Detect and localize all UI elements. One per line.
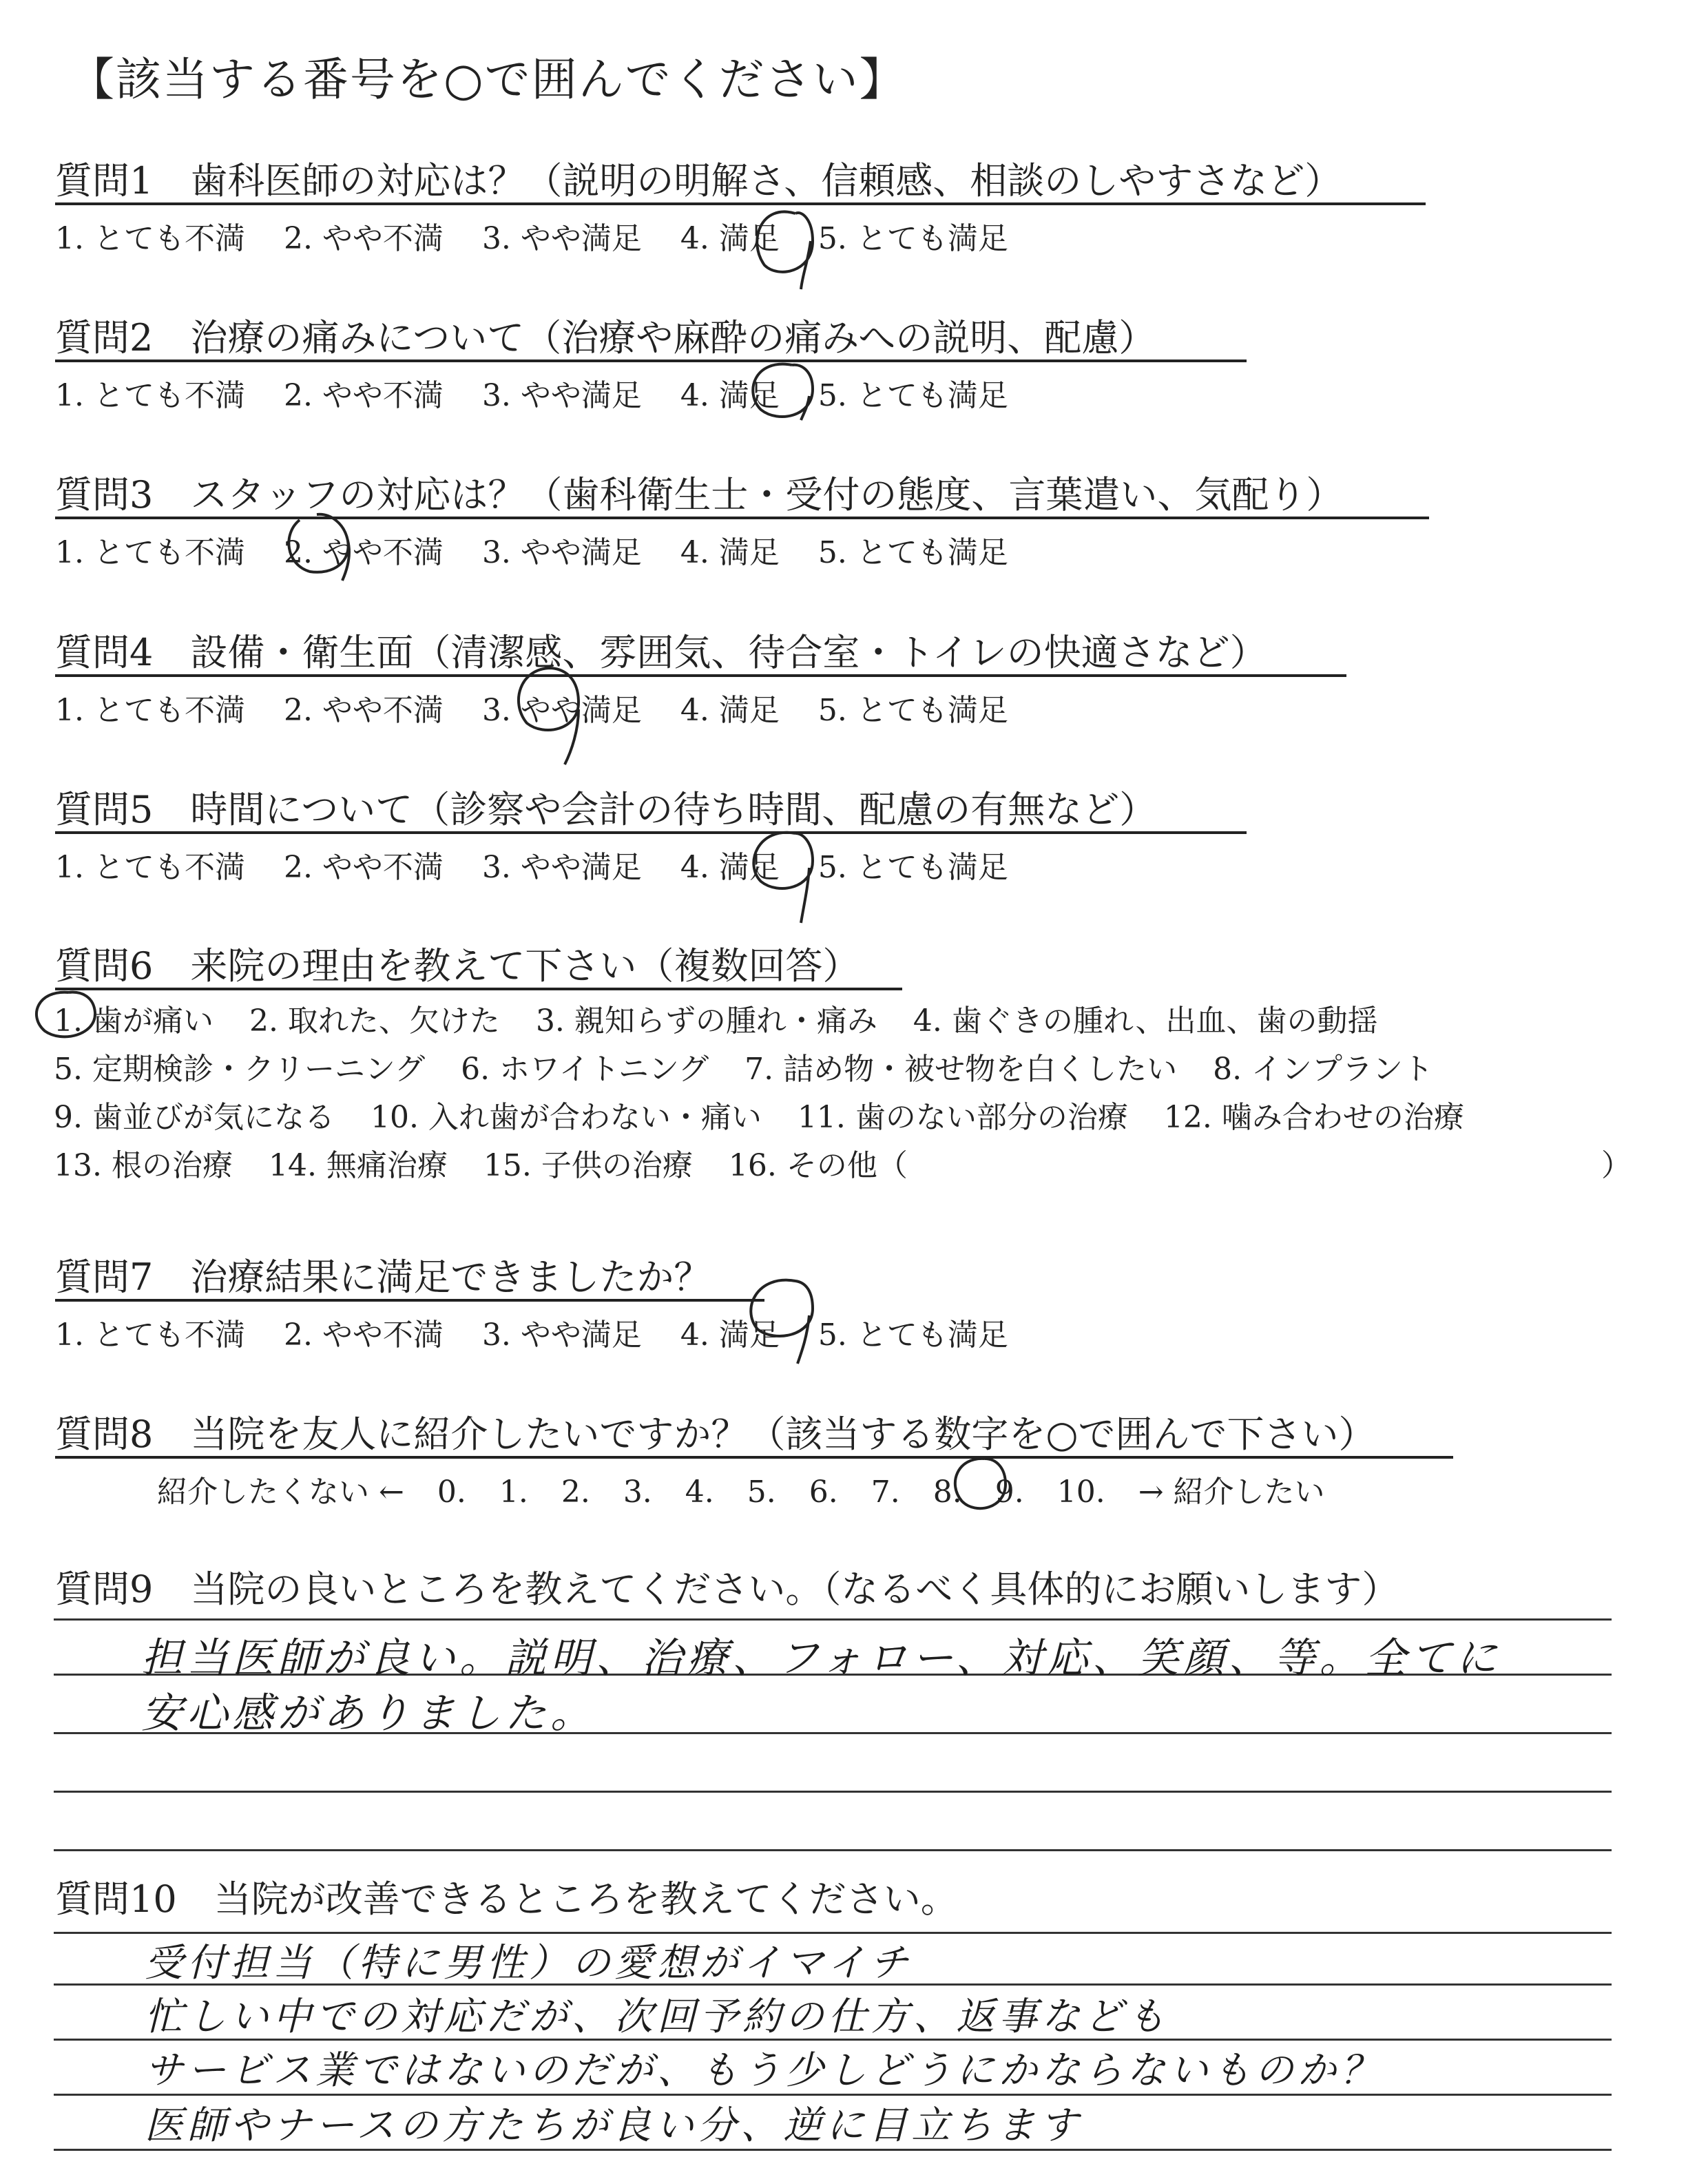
question-5: 質問5 時間について（診察や会計の待ち時間、配慮の有無など） bbox=[55, 788, 1157, 831]
question-4-underline bbox=[55, 674, 1346, 677]
q1-option-3[interactable]: 3. やや満足 bbox=[481, 221, 642, 256]
question-3-underline bbox=[55, 517, 1429, 519]
reason-9[interactable]: 9. 歯並びが気になる bbox=[54, 1100, 335, 1135]
q1-option-2[interactable]: 2. やや不満 bbox=[283, 221, 444, 256]
q1-option-1[interactable]: 1. とても不満 bbox=[55, 221, 245, 256]
recommend-7[interactable]: 7. bbox=[871, 1475, 900, 1510]
recommend-left-label: 紹介したくない ← bbox=[157, 1475, 404, 1510]
q7-option-5[interactable]: 5. とても満足 bbox=[817, 1317, 1008, 1353]
q3-option-1[interactable]: 1. とても不満 bbox=[55, 535, 245, 570]
question-1-options bbox=[55, 213, 1047, 258]
q2-option-5[interactable]: 5. とても満足 bbox=[817, 378, 1008, 413]
reason-10[interactable]: 10. 入れ歯が合わない・痛い bbox=[370, 1100, 762, 1135]
reason-row-4 bbox=[54, 1140, 944, 1185]
q4-option-1[interactable]: 1. とても不満 bbox=[55, 693, 245, 728]
question-6: 質問6 来院の理由を教えて下さい（複数回答） bbox=[55, 944, 860, 988]
q5-option-3[interactable]: 3. やや満足 bbox=[481, 850, 642, 885]
reason-5[interactable]: 5. 定期検診・クリーニング bbox=[54, 1052, 426, 1087]
question-7-underline bbox=[55, 1299, 764, 1302]
q9-handwritten-line-1: 担当医師が良い。説明、治療、フォロー、対応、笑顔、等。全てに bbox=[141, 1634, 1501, 1683]
recommend-3[interactable]: 3. bbox=[623, 1475, 652, 1510]
page-title: 【該当する番号を○で囲んでください】 bbox=[69, 53, 906, 106]
reason-1[interactable]: 1. 歯が痛い bbox=[54, 1003, 214, 1039]
recommend-2[interactable]: 2. bbox=[561, 1475, 590, 1510]
recommend-6[interactable]: 6. bbox=[809, 1475, 838, 1510]
q4-option-2[interactable]: 2. やや不満 bbox=[283, 693, 444, 728]
q1-selection-circle bbox=[747, 200, 823, 296]
recommend-1[interactable]: 1. bbox=[499, 1475, 528, 1510]
recommend-scale bbox=[157, 1467, 1358, 1511]
reason-11[interactable]: 11. 歯のない部分の治療 bbox=[797, 1100, 1128, 1135]
q7-option-3[interactable]: 3. やや満足 bbox=[481, 1317, 642, 1353]
q4-option-5[interactable]: 5. とても満足 bbox=[817, 693, 1008, 728]
reason-7[interactable]: 7. 詰め物・被せ物を白くしたい bbox=[744, 1052, 1178, 1087]
recommend-0[interactable]: 0. bbox=[437, 1475, 466, 1510]
q6-selection-circle bbox=[28, 988, 103, 1043]
q10-handwritten-line-4: 医師やナースの方たちが良い分、逆に目立ちます bbox=[145, 2103, 1083, 2148]
question-6-underline bbox=[55, 988, 902, 990]
reason-12[interactable]: 12. 噛み合わせの治療 bbox=[1163, 1100, 1464, 1135]
q7-selection-circle bbox=[737, 1267, 826, 1371]
q2-option-1[interactable]: 1. とても不満 bbox=[55, 378, 245, 413]
question-7: 質問7 治療結果に満足できましたか？ bbox=[55, 1256, 711, 1299]
question-1-underline bbox=[55, 202, 1426, 205]
question-2: 質問2 治療の痛みについて（治療や麻酔の痛みへの説明、配慮） bbox=[55, 316, 1156, 360]
recommend-8[interactable]: 8. bbox=[933, 1475, 962, 1510]
q3-option-4[interactable]: 4. 満足 bbox=[680, 535, 780, 570]
reason-row-3 bbox=[54, 1092, 1500, 1136]
q9-answer-rule bbox=[54, 1791, 1612, 1793]
question-1: 質問1 歯科医師の対応は？（説明の明解さ、信頼感、相談のしやすさなど） bbox=[55, 159, 1342, 202]
reason-14[interactable]: 14. 無痛治療 bbox=[268, 1148, 448, 1183]
question-2-underline bbox=[55, 360, 1247, 362]
question-7-options bbox=[55, 1310, 1047, 1354]
q8-selection-circle bbox=[947, 1453, 1016, 1522]
q4-selection-circle bbox=[510, 661, 592, 771]
reason-row-2 bbox=[54, 1044, 1469, 1088]
question-3: 質問3 スタッフの対応は？（歯科衛生士・受付の態度、言葉遣い、気配り） bbox=[55, 473, 1344, 517]
reason-4[interactable]: 4. 歯ぐきの腫れ、出血、歯の動揺 bbox=[913, 1003, 1378, 1039]
q2-option-3[interactable]: 3. やや満足 bbox=[481, 378, 642, 413]
question-2-options bbox=[55, 371, 1047, 415]
q7-option-1[interactable]: 1. とても不満 bbox=[55, 1317, 245, 1353]
reason-8[interactable]: 8. インプラント bbox=[1213, 1052, 1434, 1087]
reason-16[interactable]: 16. その他（ bbox=[728, 1148, 908, 1183]
reason-2[interactable]: 2. 取れた、欠けた bbox=[249, 1003, 500, 1039]
q7-option-2[interactable]: 2. やや不満 bbox=[283, 1317, 444, 1353]
reason-13[interactable]: 13. 根の治療 bbox=[54, 1148, 233, 1183]
question-9: 質問9 当院の良いところを教えてください。（なるべく具体的にお願いします） bbox=[55, 1567, 1399, 1611]
q5-option-5[interactable]: 5. とても満足 bbox=[817, 850, 1008, 885]
q2-selection-circle bbox=[740, 358, 823, 427]
reason-3[interactable]: 3. 親知らずの腫れ・痛み bbox=[535, 1003, 877, 1039]
recommend-5[interactable]: 5. bbox=[747, 1475, 776, 1510]
q3-option-5[interactable]: 5. とても満足 bbox=[817, 535, 1008, 570]
q5-selection-circle bbox=[740, 826, 823, 930]
q2-option-4[interactable]: 4. 満足 bbox=[680, 378, 780, 413]
q10-handwritten-line-2: 忙しい中での対応だが、次回予約の仕方、返事なども bbox=[145, 1994, 1169, 2039]
reason-other-close: ） bbox=[1601, 1148, 1632, 1183]
q7-option-4[interactable]: 4. 満足 bbox=[680, 1317, 780, 1353]
question-5-underline bbox=[55, 831, 1247, 834]
q4-option-4[interactable]: 4. 満足 bbox=[680, 693, 780, 728]
question-10: 質問10 当院が改善できるところを教えてください。 bbox=[55, 1877, 958, 1921]
reason-6[interactable]: 6. ホワイトニング bbox=[461, 1052, 709, 1087]
reason-15[interactable]: 15. 子供の治療 bbox=[483, 1148, 693, 1183]
question-8: 質問8 当院を友人に紹介したいですか？（該当する数字を○で囲んで下さい） bbox=[55, 1413, 1376, 1456]
recommend-10[interactable]: 10. bbox=[1056, 1475, 1105, 1510]
question-5-options bbox=[55, 842, 1047, 886]
q1-option-5[interactable]: 5. とても満足 bbox=[817, 221, 1008, 256]
question-3-options bbox=[55, 528, 1047, 572]
q3-option-2[interactable]: 2. やや不満 bbox=[283, 535, 444, 570]
q4-option-3[interactable]: 3. やや満足 bbox=[481, 693, 642, 728]
q3-option-3[interactable]: 3. やや満足 bbox=[481, 535, 642, 570]
question-8-underline bbox=[55, 1456, 1453, 1459]
reason-row-1 bbox=[54, 996, 1414, 1040]
q9-answer-rule bbox=[54, 1849, 1612, 1851]
q10-handwritten-line-1: 受付担当（特に男性）の愛想がイマイチ bbox=[145, 1941, 913, 1986]
recommend-4[interactable]: 4. bbox=[685, 1475, 714, 1510]
q9-answer-rule bbox=[54, 1618, 1612, 1621]
q9-handwritten-line-2: 安心感がありました。 bbox=[141, 1689, 596, 1738]
q5-option-2[interactable]: 2. やや不満 bbox=[283, 850, 444, 885]
recommend-9[interactable]: 9. bbox=[994, 1475, 1024, 1510]
q3-selection-circle bbox=[279, 506, 362, 585]
q2-option-2[interactable]: 2. やや不満 bbox=[283, 378, 444, 413]
q5-option-1[interactable]: 1. とても不満 bbox=[55, 850, 245, 885]
q5-option-4[interactable]: 4. 満足 bbox=[680, 850, 780, 885]
question-4: 質問4 設備・衛生面（清潔感、雰囲気、待合室・トイレの快適さなど） bbox=[55, 631, 1267, 674]
q10-handwritten-line-3: サービス業ではないのだが、もう少しどうにかならないものか？ bbox=[145, 2048, 1383, 2093]
q1-option-4[interactable]: 4. 満足 bbox=[680, 221, 780, 256]
recommend-right-label: → 紹介したい bbox=[1138, 1475, 1325, 1510]
